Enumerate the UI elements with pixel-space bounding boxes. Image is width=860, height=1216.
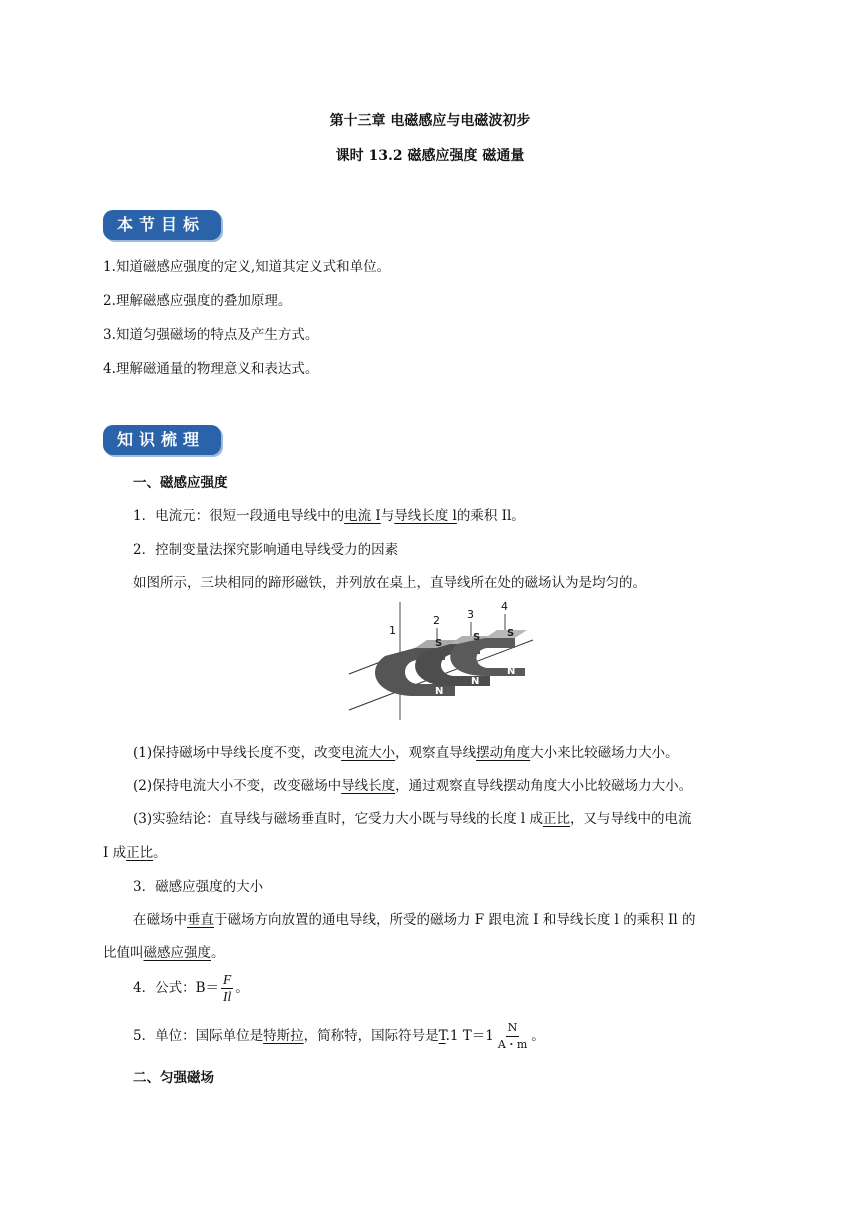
paragraph-intro: 如图所示，三块相同的蹄形磁铁，并列放在桌上，直导线所在处的磁场认为是均匀的。: [133, 575, 646, 591]
pole-s-label: S: [435, 638, 443, 649]
paragraph-item2: 2．控制变量法探究影响通电导线受力的因素: [133, 542, 399, 558]
section-heading: 二、匀强磁场: [133, 1070, 214, 1086]
lesson-title: 课时 13.2 磁感应强度 磁通量: [335, 148, 525, 164]
paragraph-item1: 1．电流元：很短一段通电导线中的电流 I与导线长度 l的乘积 Il。: [133, 508, 525, 524]
unit-item5: 5．单位：国际单位是特斯拉，简称特，国际符号是T.1 T＝1 $\frac{N}{A・m}$ 。: [133, 1021, 545, 1051]
paragraph-p1: (1)保持磁场中导线长度不变，改变电流大小，观察直导线摆动角度大小来比较磁场力大小。: [133, 745, 679, 761]
goals-badge: 本节目标: [103, 210, 221, 240]
section-heading: 一、磁感应强度: [133, 475, 228, 491]
chapter-title: 第十三章 电磁感应与电磁波初步: [329, 113, 531, 129]
pole-s-label: S: [507, 628, 515, 639]
pole-n-label: N: [435, 686, 444, 697]
horseshoe-magnets-figure: [345, 600, 535, 722]
paragraph-item3: 3．磁感应强度的大小: [133, 879, 264, 895]
goal-item: 1.知道磁感应强度的定义,知道其定义式和单位。: [103, 259, 391, 275]
goal-item: 2.理解磁感应强度的叠加原理。: [103, 293, 292, 309]
paragraph-p3: (3)实验结论：直导线与磁场垂直时，它受力大小既与导线的长度 l 成正比，又与导线中的电流: [133, 811, 692, 827]
unit-fraction: $\frac{N}{A・m}$: [497, 1021, 528, 1051]
paragraph-p2: (2)保持电流大小不变，改变磁场中导线长度，通过观察直导线摆动角度大小比较磁场力大小。: [133, 778, 693, 794]
paragraph-p4: 在磁场中垂直于磁场方向放置的通电导线，所受的磁场力 F 跟电流 I 和导线长度 l 的乘积 Il 的: [133, 912, 696, 928]
formula-item4: 4．公式：B＝ $\frac{F}{Il}$ 。: [133, 972, 249, 1004]
wire-label: 1: [389, 624, 396, 637]
paragraph-p3-cont: I 成正比。: [103, 845, 167, 861]
wire-label: 4: [501, 600, 508, 613]
wire-label: 3: [467, 608, 474, 621]
wire-label: 2: [433, 614, 440, 627]
pole-n-label: N: [471, 676, 480, 687]
pole-n-label: N: [507, 666, 516, 677]
goal-item: 3.知道匀强磁场的特点及产生方式。: [103, 327, 319, 343]
formula-fraction: $\frac{F}{Il}$: [223, 972, 232, 1004]
review-badge: 知识梳理: [103, 425, 221, 455]
goal-item: 4.理解磁通量的物理意义和表达式。: [103, 361, 319, 377]
paragraph-p4-cont: 比值叫磁感应强度。: [103, 945, 225, 961]
pole-s-label: S: [473, 632, 481, 643]
